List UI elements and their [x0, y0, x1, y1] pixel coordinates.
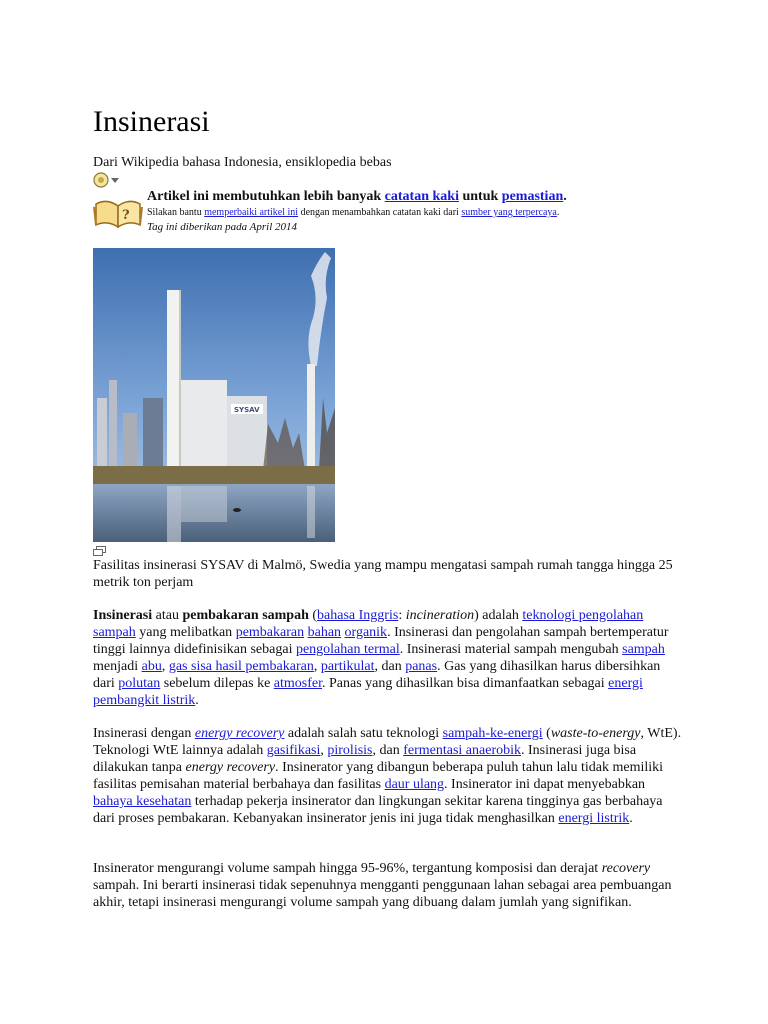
footnotes-link[interactable]: catatan kaki: [384, 189, 459, 204]
notice-sub-text: Silakan bantu: [147, 207, 205, 218]
svg-text:?: ?: [122, 208, 130, 223]
link-anaerobic-digestion[interactable]: fermentasi anaerobik: [403, 743, 521, 758]
link-waste[interactable]: sampah: [622, 642, 665, 657]
link-english[interactable]: bahasa Inggris: [317, 608, 399, 623]
text: . Insinerator ini dapat menyebabkan: [444, 777, 646, 792]
text: . Insinerasi juga bisa dilakukan tanpa: [93, 743, 637, 775]
link-organic[interactable]: organik: [344, 625, 388, 640]
link-electricity[interactable]: energi listrik: [558, 811, 630, 826]
text: adalah salah satu teknologi: [284, 726, 443, 741]
link-combustion[interactable]: pembakaran: [235, 625, 305, 640]
text: , dan: [374, 659, 406, 674]
text: . Insinerasi material sampah mengubah: [399, 642, 623, 657]
text: ,: [320, 743, 328, 758]
text: yang melibatkan: [135, 625, 236, 640]
term-bold: pembakaran sampah: [182, 608, 309, 623]
notice-title-text: untuk: [458, 189, 502, 204]
sysav-sign: SYSAV: [234, 406, 260, 414]
link-particulates[interactable]: partikulat: [320, 659, 375, 674]
link-atmosphere[interactable]: atmosfer: [273, 676, 323, 691]
text: .: [629, 811, 633, 826]
text: , dan: [372, 743, 404, 758]
reliable-sources-link[interactable]: sumber yang terpercaya: [461, 207, 557, 218]
link-ash[interactable]: abu: [141, 659, 162, 674]
text: . Insinerasi dan pengolahan sampah bertemperatur tinggi lainnya didefinisikan sebagai: [93, 625, 669, 657]
link-health-hazard[interactable]: bahaya kesehatan: [93, 794, 192, 809]
text: . Insinerator yang dibangun beberapa puluh tahun lalu tidak memiliki fasilitas pemisahan material berbahaya dan fasilitas: [93, 760, 664, 792]
paragraph-intro: [93, 607, 683, 709]
term-italic: incineration: [405, 608, 475, 623]
text: sebelum dilepas ke: [160, 676, 274, 691]
tagline: Dari Wikipedia bahasa Indonesia, ensiklopedia bebas: [93, 155, 392, 170]
text: , WtE). Teknologi WtE lainnya adalah: [93, 726, 682, 758]
link-energy-recovery[interactable]: energy recovery: [194, 726, 285, 741]
page-title: Insinerasi: [93, 105, 210, 138]
text: (: [308, 608, 318, 623]
text: :: [398, 608, 406, 623]
link-energy[interactable]: energi: [608, 676, 643, 691]
text: . Gas yang dihasilkan harus dibersihkan dari: [93, 659, 661, 691]
link-waste-treatment[interactable]: teknologi pengolahan sampah: [93, 608, 644, 640]
incineration-plant-photo[interactable]: [93, 248, 335, 542]
text: .: [195, 693, 199, 708]
link-recycling[interactable]: daur ulang: [384, 777, 445, 792]
link-power-generation[interactable]: pembangkit listrik: [93, 693, 196, 708]
notice-subtitle: [147, 206, 627, 219]
notice-title-text: .: [563, 189, 567, 204]
term-italic: waste-to-energy: [550, 726, 641, 741]
paragraph-volume-reduction: [93, 860, 683, 911]
paragraph-energy-recovery: [93, 725, 683, 827]
language-selector-icon[interactable]: [93, 172, 121, 188]
link-gasification[interactable]: gasifikasi: [266, 743, 321, 758]
notice-text: [147, 188, 627, 234]
text: (: [542, 726, 551, 741]
link-pyrolysis[interactable]: pirolisis: [327, 743, 373, 758]
text: menjadi: [93, 659, 142, 674]
text: . Panas yang dihasilkan bisa dimanfaatkan sebagai: [322, 676, 609, 691]
text: Insinerasi dengan: [93, 726, 195, 741]
text: ) adalah: [474, 608, 523, 623]
improve-article-link[interactable]: memperbaiki artikel ini: [204, 207, 299, 218]
link-flue-gas[interactable]: gas sisa hasil pembakaran: [168, 659, 314, 674]
notice-date: Tag ini diberikan pada April 2014: [147, 221, 298, 233]
enlarge-icon[interactable]: [93, 543, 107, 553]
link-material[interactable]: bahan: [307, 625, 342, 640]
text: terhadap pekerja insinerator dan lingkungan sekitar karena tingginya gas berbahaya dari proses pembakaran. Kebanyakan insinerator jenis ini juga tidak menghasilkan: [93, 794, 663, 826]
verification-link[interactable]: pemastian: [501, 189, 564, 204]
term-italic: energy recovery: [185, 760, 276, 775]
link-waste-to-energy[interactable]: sampah-ke-energi: [442, 726, 543, 741]
book-icon: [93, 194, 143, 230]
term-italic: recovery: [601, 861, 651, 876]
notice-title-text: Artikel ini membutuhkan lebih banyak: [147, 189, 385, 204]
notice-title: [147, 188, 627, 206]
term-bold: Insinerasi: [93, 608, 153, 623]
notice-sub-text: dengan menambahkan catatan kaki dari: [298, 207, 462, 218]
text: sampah. Ini berarti insinerasi tidak sepenuhnya mengganti penggunaan lahan sebagai area pembuangan akhir, tetapi insinerasi mengurangi volume sampah yang dibuang dalam jumlah yang signifikan.: [93, 878, 672, 910]
text: atau: [152, 608, 183, 623]
link-thermal-treatment[interactable]: pengolahan termal: [295, 642, 400, 657]
text: Insinerator mengurangi volume sampah hingga 95-96%, tergantung komposisi dan derajat: [93, 861, 602, 876]
image-caption: Fasilitas insinerasi SYSAV di Malmö, Swedia yang mampu mengatasi sampah rumah tangga hingga 25 metrik ton perjam: [93, 558, 673, 590]
text: ,: [161, 659, 169, 674]
notice-sub-text: .: [556, 207, 560, 218]
link-pollutant[interactable]: polutan: [118, 676, 161, 691]
text: ,: [313, 659, 321, 674]
link-heat[interactable]: panas: [405, 659, 438, 674]
